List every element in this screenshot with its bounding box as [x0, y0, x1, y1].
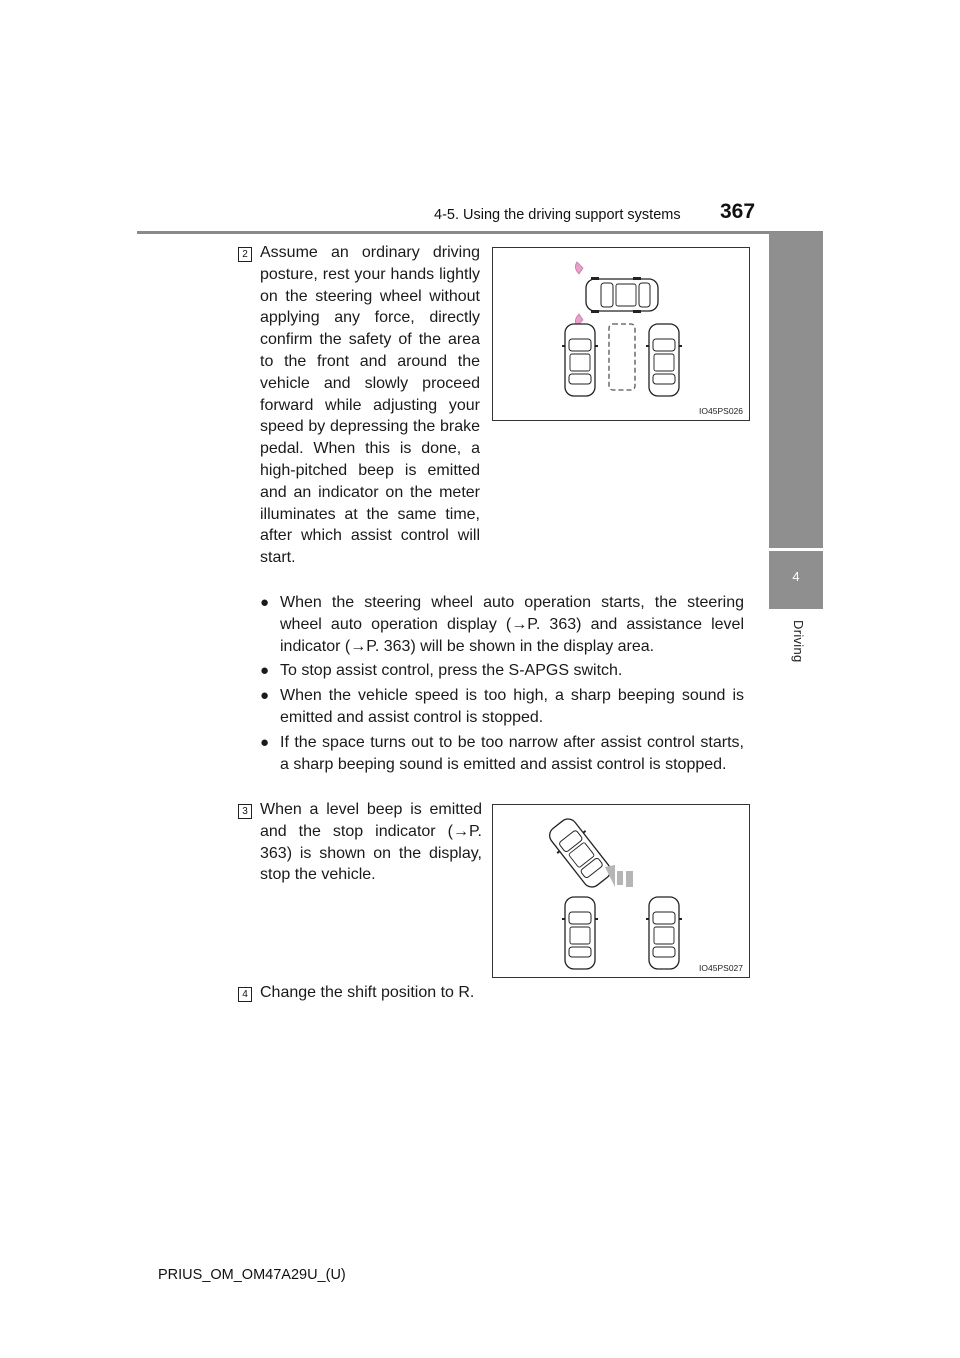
- step-number-4: 4: [238, 987, 252, 1002]
- parked-car-left-icon: [562, 897, 598, 969]
- bullet-icon: ●: [260, 662, 270, 680]
- parked-car-right-icon: [646, 897, 682, 969]
- side-tab-chapter: [769, 551, 823, 609]
- figure-forward-parking: [492, 247, 750, 421]
- steering-arrow-icon: [575, 262, 583, 274]
- step-number-2: 2: [238, 247, 252, 262]
- section-title: 4-5. Using the driving support systems: [434, 207, 681, 223]
- bullet-list: [260, 592, 744, 778]
- chapter-number: 4: [792, 569, 800, 584]
- list-item: ● To stop assist control, press the S-APGS switch.: [260, 660, 744, 682]
- bullet-icon: ●: [260, 594, 270, 611]
- parked-car-left-icon: [562, 324, 598, 396]
- step-4-text: Change the shift position to R.: [260, 984, 475, 1001]
- moving-car-icon: [586, 277, 658, 313]
- step-3-text: When a level beep is emitted and the stop indicator (→P. 363) is shown on the display, stop the vehicle.: [260, 801, 482, 884]
- step-2-text: Assume an ordinary driving posture, rest your hands lightly on the steering wheel without applying any force, directly confirm the safety of the area to the front and around the vehicle and slowly proceed forward while adjusting your speed by depressing the brake pedal. When this is done, a high-pitched beep is emitted and an indicator on the meter illuminates at the same time, after which assist control will start.: [260, 244, 480, 567]
- parked-car-right-icon: [646, 324, 682, 396]
- side-tab-upper: [769, 232, 823, 548]
- bullet-icon: ●: [260, 687, 270, 705]
- figure-code: IO45PS026: [699, 406, 743, 416]
- list-item: ● When the vehicle speed is too high, a sharp beeping sound is emitted and assist control is stopped.: [260, 687, 744, 726]
- bullet-icon: ●: [260, 733, 270, 751]
- forward-parking-illustration: [493, 248, 749, 420]
- header-rule: [137, 231, 823, 234]
- angled-car-icon: [544, 814, 617, 893]
- target-space: [609, 324, 635, 390]
- page-number: 367: [720, 200, 756, 223]
- list-item: ● When the steering wheel auto operation starts, the steering wheel auto operation display (→P. 363) and assistance level indicator (→P. 363) will be shown in the display area.: [260, 594, 744, 655]
- document-code: PRIUS_OM_OM47A29U_(U): [158, 1267, 346, 1283]
- step-number-3: 3: [238, 804, 252, 819]
- figure-stop-vehicle: [492, 804, 750, 978]
- figure-code: IO45PS027: [699, 963, 743, 973]
- chapter-label: Driving: [791, 620, 806, 663]
- stop-vehicle-illustration: [493, 805, 749, 977]
- list-item: ● If the space turns out to be too narrow after assist control starts, a sharp beeping sound is emitted and assist control is stopped.: [260, 733, 744, 773]
